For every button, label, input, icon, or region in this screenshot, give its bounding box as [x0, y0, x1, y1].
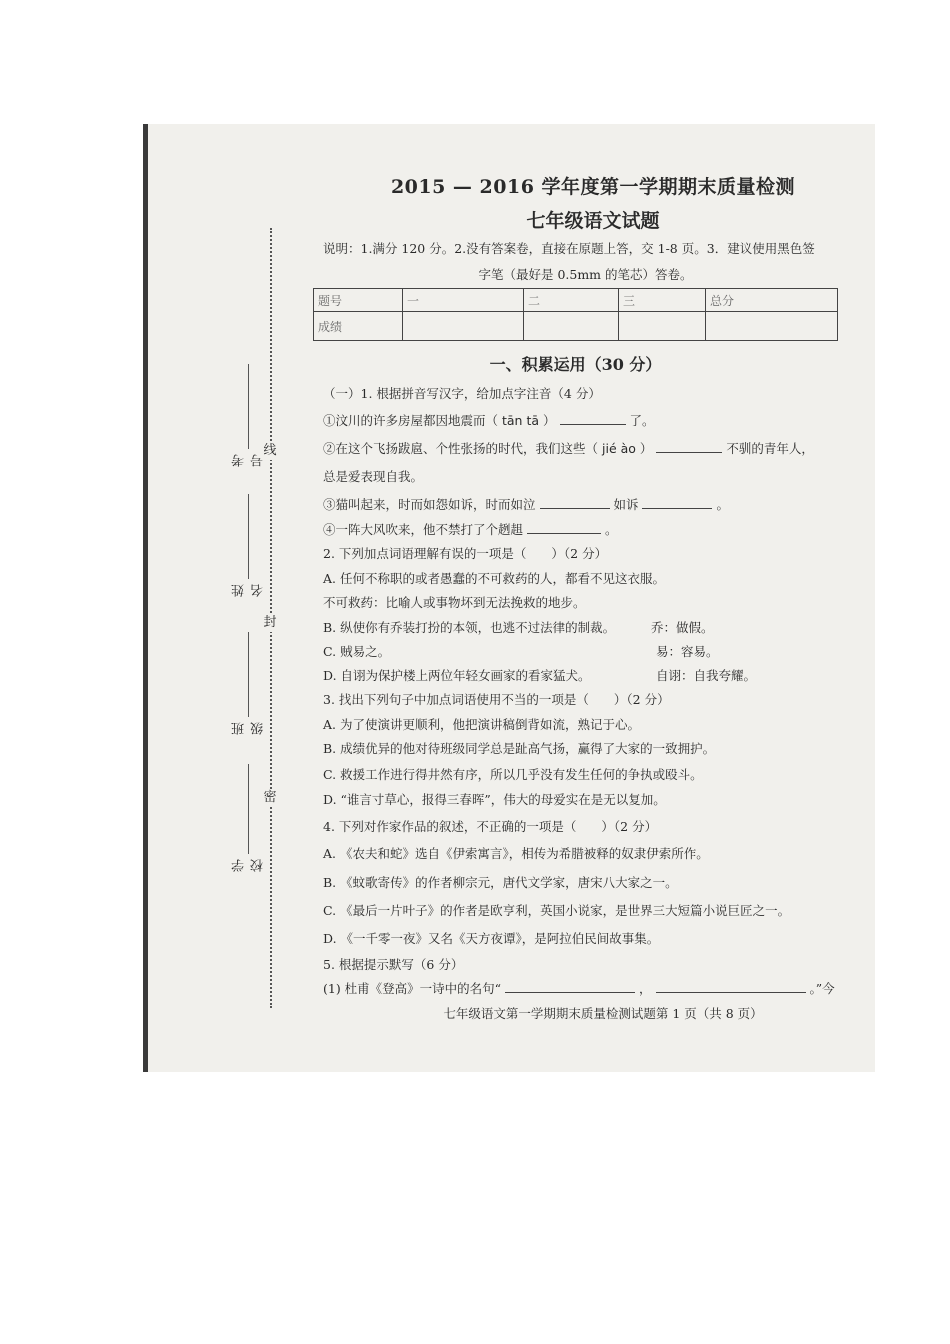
class-line	[248, 632, 249, 717]
q3-option-b: B. 成绩优异的他对待班级同学总是趾高气扬，赢得了大家的一致拥护。	[323, 741, 716, 756]
q1-item-3	[323, 495, 729, 513]
scanned-exam-page	[143, 124, 875, 1072]
q1-1-answer-blank[interactable]	[560, 412, 626, 425]
exam-title: 2015 — 2016 学年度第一学期期末质量检测	[390, 176, 796, 198]
q2-option-b: B. 纵使你有乔装打扮的本领，也逃不过法律的制裁。	[323, 620, 616, 635]
instructions-line1: 说明：1.满分 120 分。2.没有答案卷，直接在原题上答，交 1-8 页。3．建议使用黑色签	[323, 241, 815, 256]
seal-char-mi: 密	[261, 789, 279, 807]
q1-3-answer-blank-2[interactable]	[642, 496, 712, 509]
q1-4-answer-blank[interactable]	[527, 521, 601, 534]
q2-option-c-explanation: 易：容易。	[656, 644, 719, 659]
q1-2-continued: 总是爱表现自我。	[323, 469, 424, 484]
q1-2-text-b: ）	[639, 441, 653, 456]
section-heading: 一、积累运用（30 分）	[489, 355, 662, 374]
q5-title: 5. 根据提示默写（6 分）	[323, 957, 464, 972]
school-line	[248, 764, 249, 854]
col-header-2: 二	[524, 289, 619, 312]
q1-1-text-c: 了。	[629, 413, 655, 428]
col-header-3: 三	[619, 289, 706, 312]
q4-option-d: D. 《一千零一夜》又名《天方夜谭》，是阿拉伯民间故事集。	[323, 931, 660, 946]
q5-1-answer-blank-2[interactable]	[656, 980, 806, 993]
q1-2-answer-blank[interactable]	[656, 440, 722, 453]
q1-3-text-c: 。	[716, 497, 729, 512]
row-label-score: 成绩	[314, 312, 403, 341]
q4-option-b: B. 《蚊歌寄传》的作者柳宗元，唐代文学家，唐宋八大家之一。	[323, 875, 678, 890]
exam-number-label: 考号	[232, 454, 266, 467]
row-label-number: 题号	[314, 289, 403, 312]
q1-1-pinyin: tān tā	[502, 413, 540, 428]
q5-1-text-a: (1) 杜甫《登高》一诗中的名句“	[323, 981, 502, 996]
instructions	[323, 236, 848, 288]
q2-option-b-explanation: 乔：做假。	[651, 620, 714, 635]
q1-3-answer-blank-1[interactable]	[540, 496, 610, 509]
q1-1-text-a: ①汶川的许多房屋都因地震而（	[323, 413, 499, 428]
q4-title: 4. 下列对作家作品的叙述，不正确的一项是（ ）（2 分）	[323, 819, 658, 834]
name-line	[248, 494, 249, 579]
q3-title: 3. 找出下列句子中加点词语使用不当的一项是（ ）（2 分）	[323, 692, 670, 707]
class-label: 班级	[232, 722, 266, 735]
q4-option-a: A. 《农夫和蛇》选自《伊索寓言》，相传为希腊被释的奴隶伊索所作。	[323, 846, 709, 861]
binding-margin	[148, 124, 313, 1072]
q2-option-a: A. 任何不称职的或者愚蠢的不可救药的人，都看不见这衣服。	[323, 571, 665, 586]
q1-2-text-c: 不驯的青年人，	[726, 441, 814, 456]
exam-number-line	[248, 364, 249, 449]
col-header-1: 一	[403, 289, 524, 312]
q2-option-d-explanation: 自诩：自我夸耀。	[656, 668, 757, 683]
seal-char-xian: 线	[261, 442, 279, 460]
q1-item-2	[323, 439, 814, 457]
q3-option-c: C. 救援工作进行得井然有序，所以几乎没有发生任何的争执或殴斗。	[323, 767, 703, 782]
q1-2-text-a: ②在这个飞扬跋扈、个性张扬的时代，我们这些（	[323, 441, 599, 456]
q5-1-text-c: 。”今	[809, 981, 835, 996]
name-label: 姓名	[232, 584, 266, 597]
q1-item-4	[323, 520, 618, 538]
col-header-total: 总分	[706, 289, 838, 312]
score-cell-total[interactable]	[706, 312, 838, 341]
q1-title: （一）1. 根据拼音写汉字，给加点字注音（4 分）	[323, 386, 601, 401]
q3-option-d: D. “谁言寸草心，报得三春晖”，伟大的母爱实在是无以复加。	[323, 792, 666, 807]
score-cell-3[interactable]	[619, 312, 706, 341]
page-footer: 七年级语文第一学期期末质量检测试题第 1 页（共 8 页）	[443, 1006, 763, 1021]
score-cell-2[interactable]	[524, 312, 619, 341]
q1-3-text-b: 如诉	[613, 497, 639, 512]
q5-1-text-b: ，	[639, 981, 652, 996]
instructions-line2: 字笔（最好是 0.5mm 的笔芯）答卷。	[478, 267, 693, 282]
q1-2-pinyin: jié ào	[602, 441, 636, 456]
q2-option-d: D. 自诩为保护楼上两位年轻女画家的看家猛犬。	[323, 668, 591, 683]
q4-option-c: C. 《最后一片叶子》的作者是欧亨利，英国小说家，是世界三大短篇小说巨匠之一。	[323, 903, 791, 918]
q2-title: 2. 下列加点词语理解有误的一项是（ ）（2 分）	[323, 546, 608, 561]
exam-subtitle: 七年级语文试题	[526, 210, 660, 232]
q3-option-a: A. 为了使演讲更顺利，他把演讲稿倒背如流，熟记于心。	[323, 717, 640, 732]
q1-4-text-c: 。	[604, 522, 618, 537]
q5-item-1	[323, 979, 835, 997]
school-label: 学校	[232, 859, 266, 872]
q5-1-answer-blank-1[interactable]	[505, 980, 635, 993]
score-cell-1[interactable]	[403, 312, 524, 341]
q2-option-a-explanation: 不可救药：比喻人或事物坏到无法挽救的地步。	[323, 595, 586, 610]
q2-option-c: C. 贼易之。	[323, 644, 391, 659]
q1-1-text-b: ）	[543, 413, 556, 428]
seal-char-feng: 封	[261, 614, 279, 632]
score-table	[313, 288, 838, 341]
q1-item-1	[323, 411, 655, 429]
q1-4-text-a: ④一阵大风吹来，他不禁打了个趔趄	[323, 522, 524, 537]
q1-3-text-a: ③猫叫起来，时而如怨如诉，时而如泣	[323, 497, 536, 512]
